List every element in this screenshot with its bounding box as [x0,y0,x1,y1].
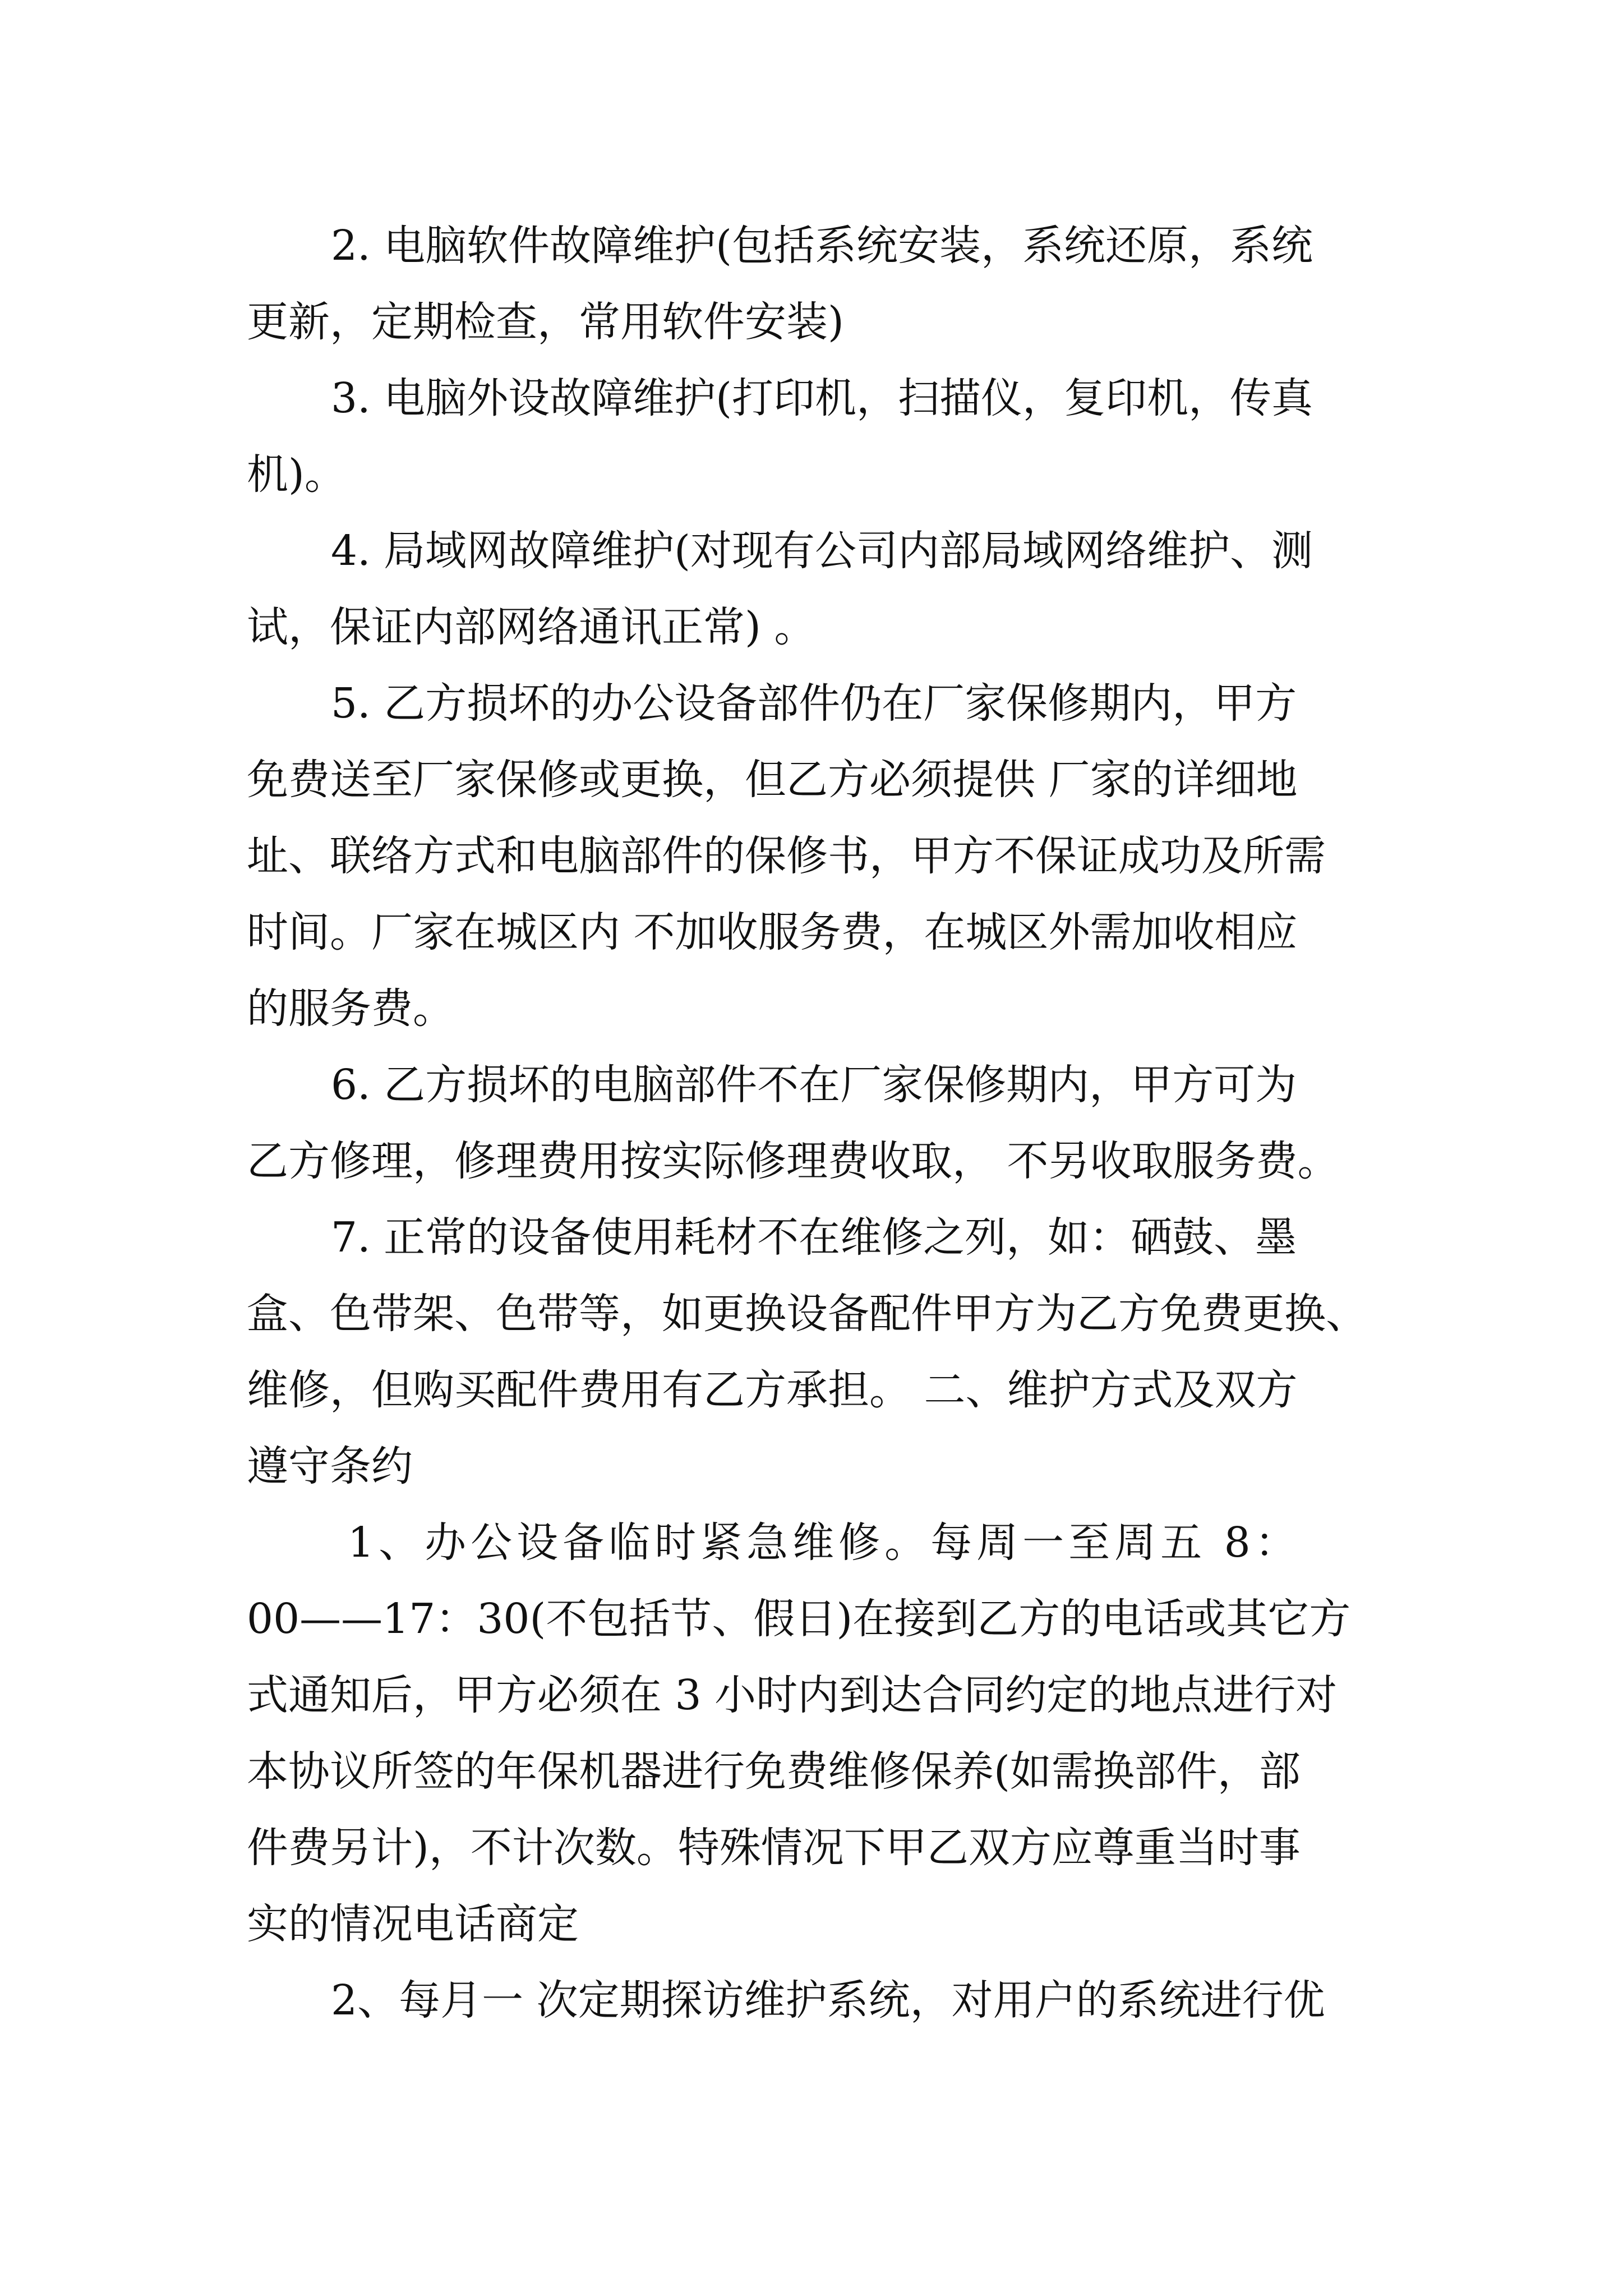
text-line: 机)。 [247,450,346,499]
text-line: 遵守条约 [247,1442,413,1490]
text-line: 的服务费。 [247,984,454,1033]
text-line: 2. 电脑软件故障维护(包括系统安装，系统还原，系统 [331,222,1313,270]
text-line: 1、办公设备临时紧急维修。每周一至周五 8： [348,1519,1301,1567]
text-line: 5. 乙方损坏的办公设备部件仍在厂家保修期内，甲方 [331,679,1297,728]
text-line: 2、每月一 次定期探访维护系统，对用户的系统进行优 [331,1976,1325,2024]
text-line: 7. 正常的设备使用耗材不在维修之列，如：硒鼓、墨 [331,1213,1297,1262]
text-line: 3. 电脑外设故障维护(打印机，扫描仪，复印机，传真 [331,374,1313,422]
text-line: 00——17：30(不包括节、假日)在接到乙方的电话或其它方 [247,1595,1351,1643]
text-line: 址、联络方式和电脑部件的保修书，甲方不保证成功及所需 [247,832,1326,880]
text-line: 更新，定期检查，常用软件安装) [247,298,844,346]
text-line: 试，保证内部网络通讯正常) 。 [247,603,816,651]
text-line: 实的情况电话商定 [247,1900,579,1948]
text-line: 免费送至厂家保修或更换，但乙方必须提供 厂家的详细地 [247,756,1298,804]
text-line: 6. 乙方损坏的电脑部件不在厂家保修期内，甲方可为 [331,1061,1297,1109]
text-line: 盒、色带架、色带等，如更换设备配件甲方为乙方免费更换、 [247,1290,1367,1338]
text-line: 本协议所签的年保机器进行免费维修保养(如需换部件，部 [247,1747,1301,1796]
text-line: 维修，但购买配件费用有乙方承担。 二、维护方式及双方 [247,1366,1298,1414]
text-line: 4. 局域网故障维护(对现有公司内部局域网络维护、测 [331,527,1313,575]
text-line: 件费另计)，不计次数。特殊情况下甲乙双方应尊重当时事 [247,1824,1301,1872]
text-line: 式通知后，甲方必须在 3 小时内到达合同约定的地点进行对 [247,1671,1338,1719]
text-line: 乙方修理，修理费用按实际修理费收取， 不另收取服务费。 [247,1137,1339,1185]
text-line: 时间。厂家在城区内 不加收服务费，在城区外需加收相应 [247,908,1298,956]
